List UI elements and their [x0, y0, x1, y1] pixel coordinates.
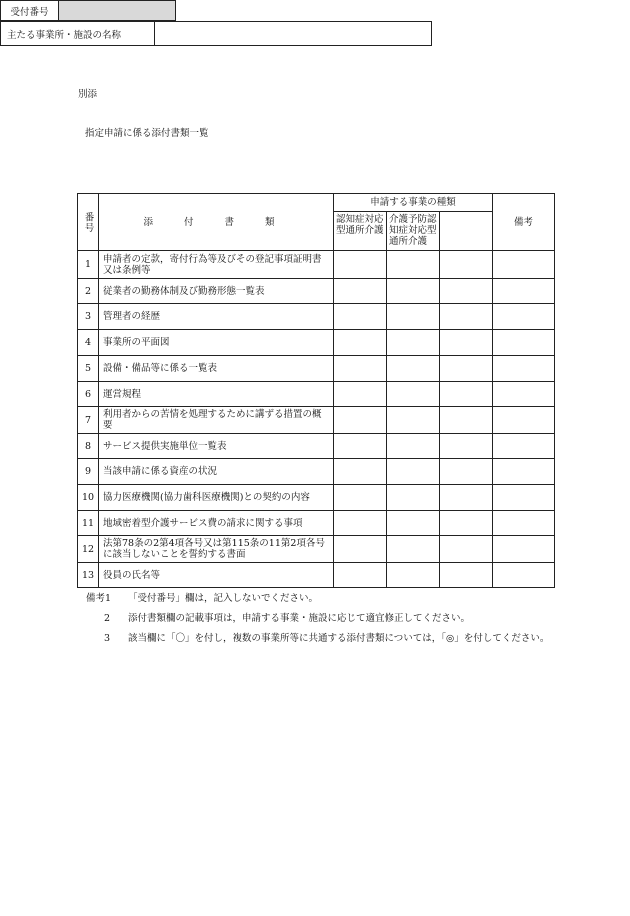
row-check-cell[interactable] — [440, 330, 493, 356]
header-type-blank — [440, 212, 493, 251]
facility-name-box — [0, 21, 432, 46]
table-row — [78, 485, 555, 511]
row-remarks-cell[interactable] — [493, 279, 555, 304]
row-check-cell[interactable] — [387, 251, 440, 279]
receipt-number-label: 受付番号 — [1, 1, 59, 21]
row-check-cell[interactable] — [387, 485, 440, 511]
row-check-cell[interactable] — [387, 407, 440, 434]
row-check-cell[interactable] — [334, 330, 387, 356]
row-check-cell[interactable] — [334, 563, 387, 588]
row-check-cell[interactable] — [440, 459, 493, 485]
row-check-cell[interactable] — [387, 536, 440, 563]
row-check-cell[interactable] — [334, 407, 387, 434]
row-number: 9 — [78, 459, 99, 485]
note-number: 3 — [104, 633, 111, 644]
note-number: 2 — [104, 613, 111, 624]
table-row — [78, 356, 555, 382]
row-check-cell[interactable] — [387, 434, 440, 459]
row-number: 2 — [78, 279, 99, 304]
note-text: 添付書類欄の記載事項は，申請する事業・施設に応じて適宜修正してください。 — [128, 613, 471, 624]
table-row — [78, 459, 555, 485]
row-check-cell[interactable] — [440, 563, 493, 588]
row-number: 3 — [78, 304, 99, 330]
row-check-cell[interactable] — [387, 511, 440, 536]
row-check-cell[interactable] — [334, 382, 387, 407]
table-row — [78, 382, 555, 407]
row-check-cell[interactable] — [387, 356, 440, 382]
facility-name-field[interactable] — [155, 22, 432, 46]
row-document: 管理者の経歴 — [99, 304, 334, 330]
row-document: 運営規程 — [99, 382, 334, 407]
notes-section — [86, 589, 556, 649]
row-document: 地域密着型介護サービス費の請求に関する事項 — [99, 511, 334, 536]
row-remarks-cell[interactable] — [493, 251, 555, 279]
facility-name-label: 主たる事業所・施設の名称 — [1, 22, 155, 46]
document-title: 指定申請に係る添付書類一覧 — [85, 128, 209, 139]
row-document: 協力医療機関(協力歯科医療機関)との契約の内容 — [99, 485, 334, 511]
row-check-cell[interactable] — [387, 382, 440, 407]
table-row — [78, 304, 555, 330]
row-check-cell[interactable] — [387, 563, 440, 588]
table-row — [78, 279, 555, 304]
row-number: 5 — [78, 356, 99, 382]
table-row — [78, 330, 555, 356]
row-remarks-cell[interactable] — [493, 459, 555, 485]
header-document: 添 付 書 類 — [99, 194, 334, 251]
note-item — [86, 589, 556, 609]
row-remarks-cell[interactable] — [493, 356, 555, 382]
row-document: 設備・備品等に係る一覧表 — [99, 356, 334, 382]
row-number: 4 — [78, 330, 99, 356]
row-number: 1 — [78, 251, 99, 279]
row-check-cell[interactable] — [440, 536, 493, 563]
row-check-cell[interactable] — [440, 407, 493, 434]
note-item — [86, 609, 556, 629]
row-check-cell[interactable] — [334, 536, 387, 563]
row-number: 10 — [78, 485, 99, 511]
row-number: 12 — [78, 536, 99, 563]
row-remarks-cell[interactable] — [493, 485, 555, 511]
attachment-table — [77, 193, 555, 588]
header-number: 番号 — [82, 211, 94, 233]
row-check-cell[interactable] — [440, 304, 493, 330]
row-check-cell[interactable] — [387, 304, 440, 330]
row-document: 事業所の平面図 — [99, 330, 334, 356]
row-number: 11 — [78, 511, 99, 536]
row-check-cell[interactable] — [440, 356, 493, 382]
row-check-cell[interactable] — [334, 459, 387, 485]
header-remarks: 備考 — [493, 194, 555, 251]
notes-label: 備考1 — [86, 593, 112, 604]
row-number: 13 — [78, 563, 99, 588]
row-document: 申請者の定款，寄付行為等及びその登記事項証明書又は条例等 — [99, 251, 334, 279]
receipt-number-field[interactable] — [59, 1, 176, 21]
row-check-cell[interactable] — [334, 304, 387, 330]
row-remarks-cell[interactable] — [493, 330, 555, 356]
row-remarks-cell[interactable] — [493, 536, 555, 563]
page-label: 別添 — [78, 89, 98, 100]
row-document: 役員の氏名等 — [99, 563, 334, 588]
table-row — [78, 407, 555, 434]
row-check-cell[interactable] — [334, 279, 387, 304]
row-remarks-cell[interactable] — [493, 382, 555, 407]
table-row — [78, 251, 555, 279]
row-document: 当該申請に係る資産の状況 — [99, 459, 334, 485]
row-document: 従業者の勤務体制及び勤務形態一覧表 — [99, 279, 334, 304]
row-check-cell[interactable] — [440, 382, 493, 407]
row-number: 6 — [78, 382, 99, 407]
row-document: 利用者からの苦情を処理するために講ずる措置の概要 — [99, 407, 334, 434]
table-row — [78, 511, 555, 536]
row-remarks-cell[interactable] — [493, 563, 555, 588]
row-check-cell[interactable] — [440, 251, 493, 279]
note-text: 該当欄に「〇」を付し，複数の事業所等に共通する添付書類については，「◎」を付してください。 — [128, 633, 550, 644]
row-number: 8 — [78, 434, 99, 459]
row-remarks-cell[interactable] — [493, 407, 555, 434]
table-row — [78, 536, 555, 563]
header-type-dementia-day-care: 認知症対応型通所介護 — [334, 212, 387, 251]
note-text: 「受付番号」欄は，記入しないでください。 — [128, 593, 319, 604]
row-remarks-cell[interactable] — [493, 511, 555, 536]
row-remarks-cell[interactable] — [493, 304, 555, 330]
row-remarks-cell[interactable] — [493, 434, 555, 459]
table-row — [78, 563, 555, 588]
row-check-cell[interactable] — [387, 279, 440, 304]
row-check-cell[interactable] — [334, 356, 387, 382]
receipt-number-box — [0, 0, 176, 21]
header-number-cell — [78, 194, 99, 251]
row-document: 法第78条の2第4項各号又は第115条の11第2項各号に該当しないことを誓約する書面 — [99, 536, 334, 563]
row-check-cell[interactable] — [334, 485, 387, 511]
row-check-cell[interactable] — [440, 279, 493, 304]
row-check-cell[interactable] — [334, 251, 387, 279]
row-check-cell[interactable] — [334, 511, 387, 536]
row-number: 7 — [78, 407, 99, 434]
row-check-cell[interactable] — [387, 459, 440, 485]
header-business-types: 申請する事業の種類 — [334, 194, 493, 212]
row-check-cell[interactable] — [440, 511, 493, 536]
row-check-cell[interactable] — [387, 330, 440, 356]
row-document: サービス提供実施単位一覧表 — [99, 434, 334, 459]
header-type-preventive-dementia-day-care: 介護予防認知症対応型通所介護 — [387, 212, 440, 251]
note-item — [86, 629, 556, 649]
table-row — [78, 434, 555, 459]
row-check-cell[interactable] — [334, 434, 387, 459]
row-check-cell[interactable] — [440, 485, 493, 511]
row-check-cell[interactable] — [440, 434, 493, 459]
